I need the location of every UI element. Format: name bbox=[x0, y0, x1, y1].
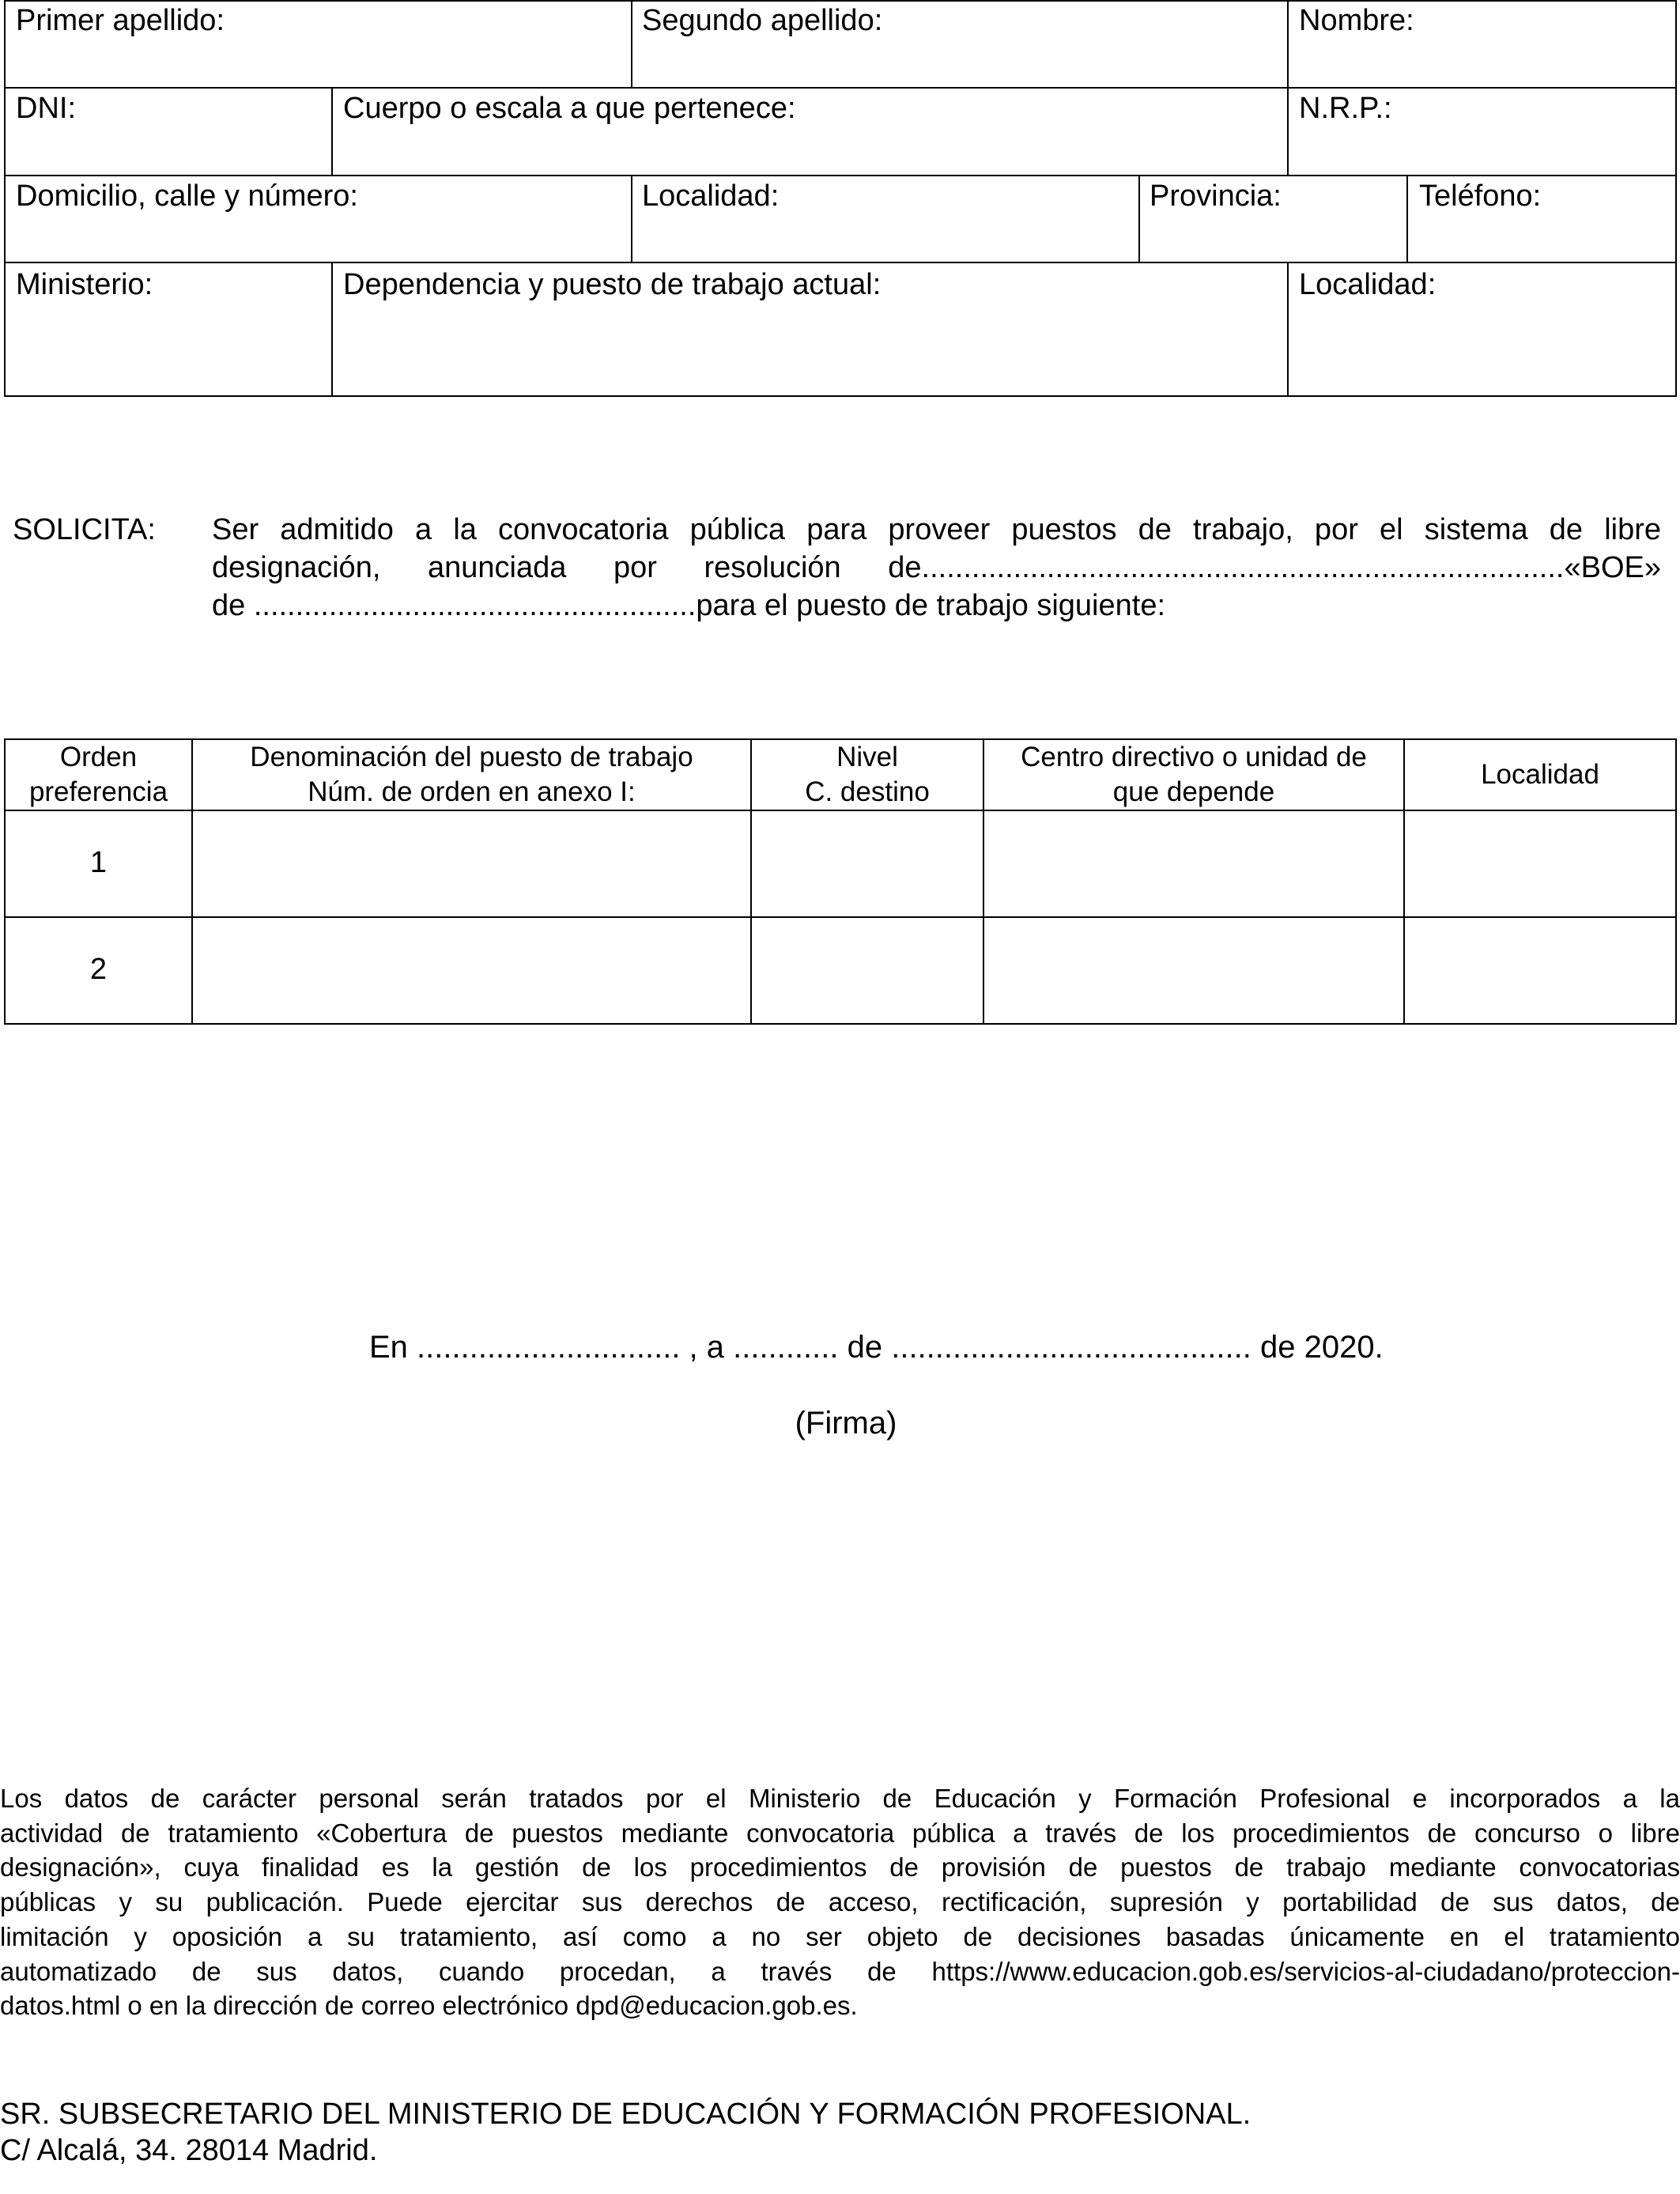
addressee-title: SR. SUBSECRETARIO DEL MINISTERIO DE EDUCACIÓN Y FORMACIÓN PROFESIONAL. bbox=[0, 2098, 1252, 2131]
row-orden-1: 1 bbox=[89, 846, 108, 879]
firma-label: (Firma) bbox=[795, 1406, 897, 1441]
privacy-line: Los datos de carácter personal serán tratados por el Ministerio de Educación y Formación Profesional e incorporados a la bbox=[0, 1784, 1680, 1813]
nrp-label: N.R.P.: bbox=[1299, 92, 1392, 125]
privacy-line: actividad de tratamiento «Cobertura de puestos mediante convocatoria pública a través de los procedimientos de concurso o libre bbox=[0, 1818, 1680, 1848]
solicita-text bbox=[212, 511, 1661, 625]
header-denominacion: Denominación del puesto de trabajo Núm. de orden en anexo I: bbox=[250, 742, 693, 807]
header-localidad: Localidad bbox=[1481, 759, 1599, 790]
addressee-address: C/ Alcalá, 34. 28014 Madrid. bbox=[0, 2134, 378, 2167]
row-orden-2: 2 bbox=[89, 953, 108, 986]
domicilio-label: Domicilio, calle y número: bbox=[16, 179, 358, 213]
nombre-label: Nombre: bbox=[1299, 4, 1414, 37]
solicita-line: designación, anunciada por resolución de.............................................................................«BOE» bbox=[212, 551, 1661, 584]
provincia-label: Provincia: bbox=[1150, 179, 1282, 213]
solicita-line: de .....................................................para el puesto de trabajo siguiente: bbox=[212, 589, 1166, 622]
header-orden: Orden preferencia bbox=[28, 742, 168, 807]
solicita-label: SOLICITA: bbox=[13, 513, 156, 546]
header-nivel: Nivel C. destino bbox=[805, 742, 930, 807]
localidad-label: Localidad: bbox=[642, 179, 780, 213]
cuerpo-escala-label: Cuerpo o escala a que pertenece: bbox=[343, 92, 796, 125]
privacy-line: automatizado de sus datos, cuando procedan, a través de https://www.educacion.gob.es/servicios-al-ciudadano/proteccion- bbox=[0, 1956, 1680, 1986]
telefono-label: Teléfono: bbox=[1419, 179, 1542, 213]
dependencia-label: Dependencia y puesto de trabajo actual: bbox=[343, 268, 882, 301]
privacy-notice bbox=[0, 1781, 1680, 2023]
primer-apellido-label: Primer apellido: bbox=[16, 4, 225, 37]
date-line: En .............................. , a ............ de ......................................... de 2020. bbox=[369, 1330, 1384, 1365]
header-centro-directivo: Centro directivo o unidad de que depende bbox=[1021, 742, 1367, 807]
segundo-apellido-label: Segundo apellido: bbox=[642, 4, 883, 37]
ministerio-label: Ministerio: bbox=[16, 268, 153, 301]
privacy-line: limitación y oposición a su tratamiento, así como a no ser objeto de decisiones basadas únicamente en el tratamiento bbox=[0, 1921, 1680, 1951]
localidad-trabajo-label: Localidad: bbox=[1299, 268, 1436, 301]
privacy-line: datos.html o en la dirección de correo electrónico dpd@educacion.gob.es. bbox=[0, 1991, 858, 2021]
privacy-line: públicas y su publicación. Puede ejercitar sus derechos de acceso, rectificación, supresión y portabilidad de sus datos, de bbox=[0, 1887, 1680, 1917]
solicita-line: Ser admitido a la convocatoria pública para proveer puestos de trabajo, por el sistema de libre bbox=[212, 513, 1661, 546]
privacy-line: designación», cuya finalidad es la gestión de los procedimientos de provisión de puestos de trabajo mediante convocatorias bbox=[0, 1852, 1680, 1882]
dni-label: DNI: bbox=[16, 92, 76, 125]
